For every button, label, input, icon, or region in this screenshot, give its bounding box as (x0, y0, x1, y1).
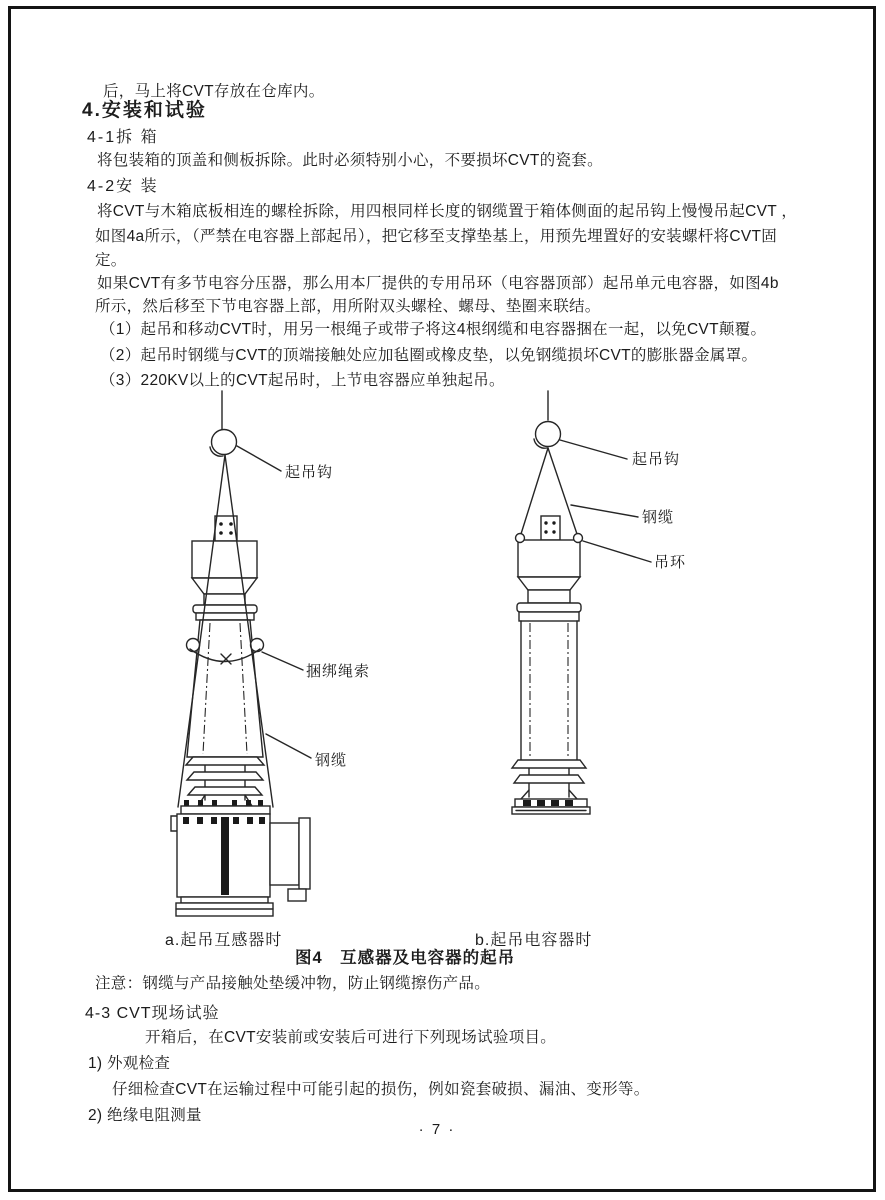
figure-title: 图4 互感器及电容器的起吊 (295, 949, 516, 967)
figure-a-caption: a.起吊互感器时 (165, 932, 283, 949)
lifting-hook-a (212, 430, 237, 455)
note-item-2: （2）起吊时钢缆与CVT的顶端接触处应加毡圈或橡皮垫，以免钢缆损坏CVT的膨胀器金属罩。 (100, 347, 758, 364)
lifting-ring-left (516, 534, 525, 543)
label-binding-rope: 捆绑绳索 (306, 663, 371, 680)
figure-note: 注意：钢缆与产品接触处垫缓冲物，防止钢缆擦伤产品。 (95, 975, 491, 992)
leader-cable-b (571, 505, 638, 517)
tank-center-stripe (221, 817, 229, 895)
shed-1 (186, 757, 264, 765)
note-item-3: （3）220KV以上的CVT起吊时，上节电容器应单独起吊。 (100, 372, 505, 389)
para1-line1: 将CVT与木箱底板相连的螺栓拆除，用四根同样长度的钢缆置于箱体侧面的起吊钩上慢慢吊起CVT ， (97, 203, 798, 220)
test-item-1-title: 1) 外观检查 (88, 1055, 171, 1072)
para1-line3: 定。 (95, 252, 127, 269)
para2-line2: 所示，然后移至下节电容器上部，用所附双头螺栓、螺母、垫圈来联结。 (95, 298, 601, 315)
label-ring-b: 吊环 (654, 554, 687, 571)
lifting-ring-right (574, 534, 583, 543)
capacitor-top (518, 540, 580, 577)
side-flange-plate (299, 818, 310, 889)
label-hook-b: 起吊钩 (632, 451, 681, 468)
leader-rope-a (262, 652, 303, 670)
section-4-3-heading: 4-3 CVT现场试验 (85, 1005, 220, 1022)
leader-ring-b (583, 541, 651, 562)
section-4-heading: 4.安装和试验 (82, 100, 207, 121)
expansion-cap (192, 541, 257, 578)
lug-left (187, 639, 200, 652)
leader-hook-b (560, 440, 627, 459)
page-number: · 7 · (418, 1121, 456, 1138)
lifting-hook-b (536, 422, 561, 447)
test-item-1-body: 仔细检查CVT在运输过程中可能引起的损伤，例如瓷套破损、漏油、变形等。 (112, 1081, 650, 1098)
leader-hook-a (237, 446, 281, 471)
para1-line2: 如图4a所示，（严禁在电容器上部起吊），把它移至支撑垫基上，用预先埋置好的安装螺杆将CVT固 (95, 228, 778, 245)
figure-a-drawing (171, 391, 370, 916)
figure-b-drawing (512, 391, 686, 814)
figure-b-lifting-capacitor (480, 385, 700, 820)
label-cable-a: 钢缆 (315, 752, 348, 769)
terminal-box-b (541, 516, 560, 540)
section-4-2-heading: 4-2安 装 (87, 178, 159, 195)
figure-b-caption: b.起吊电容器时 (475, 932, 593, 949)
label-hook-a: 起吊钩 (285, 464, 334, 481)
side-bushing-pipe (270, 823, 299, 885)
shed-b-2 (514, 775, 584, 783)
section-4-1-heading: 4-1拆 箱 (87, 129, 159, 146)
leader-cable-a (266, 734, 311, 758)
shed-3 (188, 787, 262, 795)
continuation-line: 后，马上将CVT存放在仓库内。 (103, 83, 325, 100)
flange-foot (288, 889, 306, 901)
lug-right (251, 639, 264, 652)
note-item-1: （1）起吊和移动CVT时，用另一根绳子或带子将这4根纲缆和电容器捆在一起，以免CVT颠覆。 (100, 321, 767, 338)
section-4-1-body: 将包装箱的顶盖和侧板拆除。此时必须特别小心，不要损坏CVT的瓷套。 (97, 152, 603, 169)
tank-top-plate (181, 806, 270, 814)
section-4-3-intro: 开箱后，在CVT安装前或安装后可进行下列现场试验项目。 (145, 1029, 557, 1046)
para2-line1: 如果CVT有多节电容分压器，那么用本厂提供的专用吊环（电容器顶部）起吊单元电容器，如图4b (97, 275, 779, 292)
shed-b-1 (512, 760, 586, 768)
label-cable-b: 钢缆 (642, 509, 675, 526)
figure-a-lifting-transformer (100, 385, 380, 925)
test-item-2-title: 2) 绝缘电阻测量 (88, 1107, 202, 1124)
shed-2 (187, 772, 263, 780)
